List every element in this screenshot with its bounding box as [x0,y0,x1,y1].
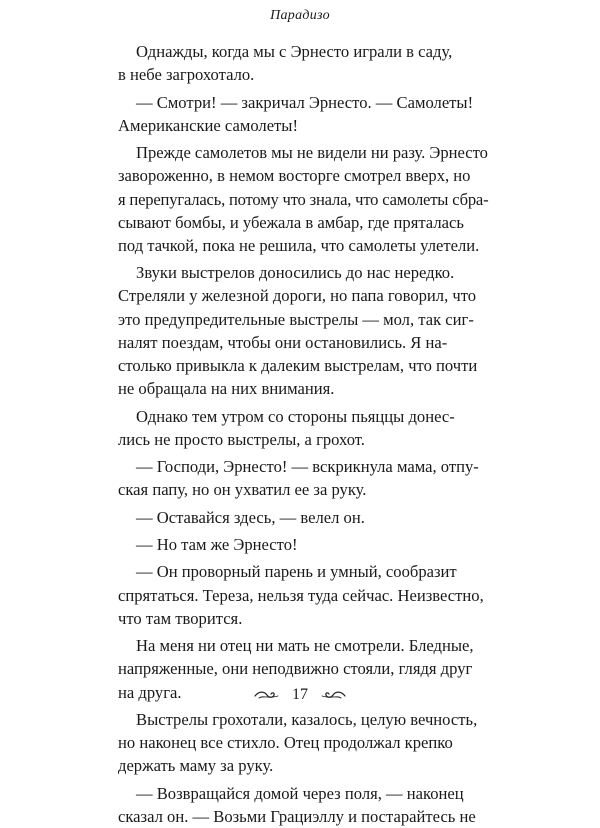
left-flourish-icon [254,690,280,700]
folio [0,683,600,707]
text-line: сывают бомбы, и убежала в амбар, где пряталась [118,212,464,232]
text-line: не обращала на них внимания. [118,379,335,399]
text-line: Звуки выстрелов доносились до нас нередко. [136,263,455,283]
text-line: налят поездам, чтобы они остановились. Я на- [118,332,448,352]
body-text [118,40,488,828]
text-line: Однако тем утром со стороны пьяццы донес- [136,406,455,426]
text-line: ская папу, но он ухватил ее за руку. [118,480,367,500]
text-line: лись не просто выстрелы, а грохот. [118,429,365,449]
text-line: Стреляли у железной дороги, но папа говорил, что [118,286,477,306]
text-line: я перепугалась, потому что знала, что самолеты сбра- [118,189,489,209]
running-head: Парадизо [270,8,330,23]
text-line: На меня ни отец ни мать не смотрели. Бледные, [136,636,474,656]
text-line: спрятаться. Тереза, нельзя туда сейчас. Неизвестно, [118,585,484,605]
text-line: — Смотри! — закричал Эрнесто. — Самолеты! [136,92,474,112]
text-line: Американские самолеты! [118,115,298,135]
text-line: Однажды, когда мы с Эрнесто играли в саду, [136,42,453,61]
text-line: — Оставайся здесь, — велел он. [136,507,365,527]
text-line: — Он проворный парень и умный, сообразит [136,562,457,582]
text-line: — Но там же Эрнесто! [136,535,298,555]
text-line: на друга. [118,682,182,702]
text-line: сказал он. — Возьми Грациэллу и постарайтесь не [118,806,476,826]
text-line: под тачкой, пока не решила, что самолеты улетели. [118,235,480,255]
text-line: напряженные, они неподвижно стояли, глядя друг [118,659,473,679]
text-line: но наконец все стихло. Отец продолжал крепко [118,733,453,753]
text-line: столько привыкла к далеким выстрелам, что почти [118,356,478,375]
text-line: Выстрелы грохотали, казалось, целую вечность, [136,709,478,729]
text-line: что там творится. [118,608,243,628]
right-flourish-icon [320,690,346,700]
text-line: это предупредительные выстрелы — мол, так сиг- [118,309,474,329]
page-number: 17 [292,686,308,703]
text-line: завороженно, в немом восторге смотрел вверх, но [118,166,471,186]
text-line: — Господи, Эрнесто! — вскрикнула мама, отпу- [136,457,479,477]
text-line: держать маму за руку. [118,756,274,776]
text-line: Прежде самолетов мы не видели ни разу. Эрнесто [136,143,488,163]
text-line: — Возвращайся домой через поля, — наконец [136,783,464,803]
text-line: в небе загрохотало. [118,65,255,85]
